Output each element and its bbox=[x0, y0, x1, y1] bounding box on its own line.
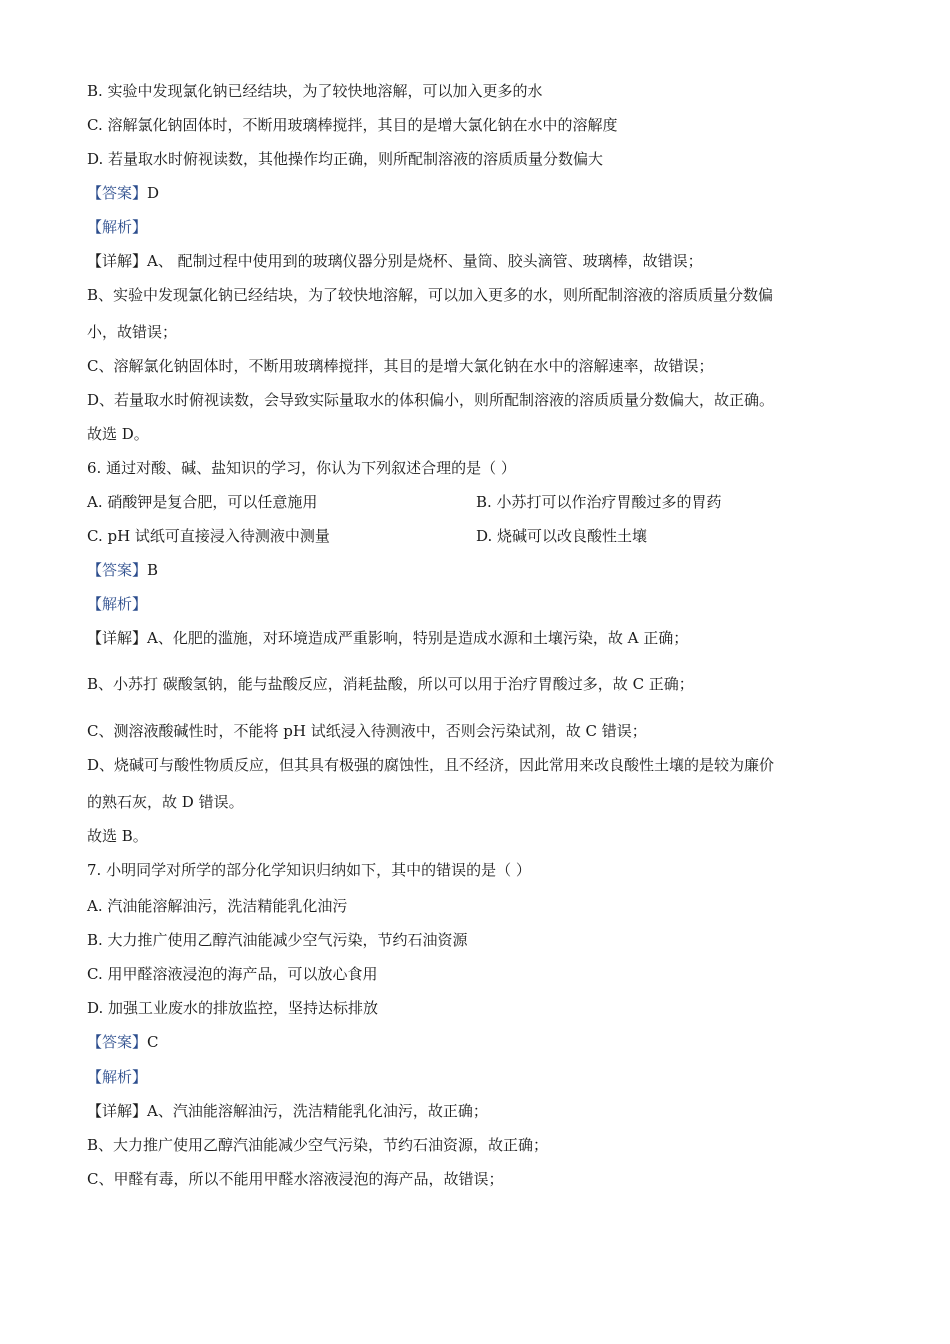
q6-detail-b: B、小苏打 碳酸氢钠，能与盐酸反应，消耗盐酸，所以可以用于治疗胃酸过多，故 C 正确； bbox=[87, 675, 694, 693]
q6-option-c: C. pH 试纸可直接浸入待测液中测量 bbox=[87, 527, 330, 545]
q6-detail-a bbox=[87, 628, 688, 648]
q7-option-b: B. 大力推广使用乙醇汽油能减少空气污染，节约石油资源 bbox=[87, 931, 468, 949]
q6-option-d: D. 烧碱可以改良酸性土壤 bbox=[476, 527, 648, 545]
detail-text: A、化肥的滥施，对环境造成严重影响，特别是造成水源和土壤污染，故 A 正确； bbox=[147, 629, 689, 647]
q6-conclusion: 故选 B。 bbox=[87, 827, 148, 845]
q6-stem: 6. 通过对酸、碱、盐知识的学习，你认为下列叙述合理的是（ ） bbox=[87, 459, 516, 477]
answer-tag: 【答案】 bbox=[87, 561, 148, 579]
detail-text: A、汽油能溶解油污，洗洁精能乳化油污，故正确； bbox=[147, 1102, 488, 1120]
answer-tag: 【答案】 bbox=[87, 1033, 148, 1051]
q5-option-b: B. 实验中发现氯化钠已经结块，为了较快地溶解，可以加入更多的水 bbox=[87, 82, 543, 100]
q5-option-d: D. 若量取水时俯视读数，其他操作均正确，则所配制溶液的溶质质量分数偏大 bbox=[87, 150, 604, 168]
q5-detail-d: D、若量取水时俯视读数，会导致实际量取水的体积偏小，则所配制溶液的溶质质量分数偏大，故正确。 bbox=[87, 391, 775, 409]
q6-analysis-tag: 【解析】 bbox=[87, 595, 148, 613]
q6-detail-d-line1: D、烧碱可与酸性物质反应，但其具有极强的腐蚀性，且不经济，因此常用来改良酸性土壤的是较为廉价 bbox=[87, 756, 775, 774]
q7-option-c: C. 用甲醛溶液浸泡的海产品，可以放心食用 bbox=[87, 965, 378, 983]
q5-detail-b-line2: 小，故错误； bbox=[87, 323, 178, 341]
q5-option-c: C. 溶解氯化钠固体时，不断用玻璃棒搅拌，其目的是增大氯化钠在水中的溶解度 bbox=[87, 116, 618, 134]
q5-detail-c: C、溶解氯化钠固体时，不断用玻璃棒搅拌，其目的是增大氯化钠在水中的溶解速率，故错误； bbox=[87, 357, 714, 375]
detail-tag: 【详解】 bbox=[87, 629, 148, 647]
q7-answer bbox=[87, 1032, 159, 1052]
q6-answer bbox=[87, 560, 158, 580]
q5-conclusion: 故选 D。 bbox=[87, 425, 149, 443]
answer-value: C bbox=[147, 1033, 159, 1051]
answer-value: D bbox=[147, 184, 160, 202]
detail-tag: 【详解】 bbox=[87, 1102, 148, 1120]
answer-tag: 【答案】 bbox=[87, 184, 148, 202]
q7-analysis-tag: 【解析】 bbox=[87, 1068, 148, 1086]
q7-detail-c: C、甲醛有毒，所以不能用甲醛水溶液浸泡的海产品，故错误； bbox=[87, 1170, 504, 1188]
detail-tag: 【详解】 bbox=[87, 252, 148, 270]
q7-stem: 7. 小明同学对所学的部分化学知识归纳如下，其中的错误的是（ ） bbox=[87, 861, 531, 879]
q5-answer bbox=[87, 183, 159, 203]
q5-analysis-tag: 【解析】 bbox=[87, 218, 148, 236]
q5-detail-a bbox=[87, 251, 703, 271]
detail-text: A、 配制过程中使用到的玻璃仪器分别是烧杯、量筒、胶头滴管、玻璃棒，故错误； bbox=[147, 252, 703, 270]
q7-detail-b: B、大力推广使用乙醇汽油能减少空气污染，节约石油资源，故正确； bbox=[87, 1136, 549, 1154]
q7-option-d: D. 加强工业废水的排放监控，坚持达标排放 bbox=[87, 999, 379, 1017]
q6-option-a: A. 硝酸钾是复合肥，可以任意施用 bbox=[87, 493, 318, 511]
q6-option-b: B. 小苏打可以作治疗胃酸过多的胃药 bbox=[476, 493, 722, 511]
q7-option-a: A. 汽油能溶解油污，洗洁精能乳化油污 bbox=[87, 897, 348, 915]
q6-detail-d-line2: 的熟石灰，故 D 错误。 bbox=[87, 793, 244, 811]
answer-value: B bbox=[147, 561, 159, 579]
q7-detail-a bbox=[87, 1101, 488, 1121]
q6-detail-c: C、测溶液酸碱性时，不能将 pH 试纸浸入待测液中，否则会污染试剂，故 C 错误； bbox=[87, 722, 647, 740]
q5-detail-b-line1: B、实验中发现氯化钠已经结块，为了较快地溶解，可以加入更多的水，则所配制溶液的溶质质量分数偏 bbox=[87, 286, 774, 304]
